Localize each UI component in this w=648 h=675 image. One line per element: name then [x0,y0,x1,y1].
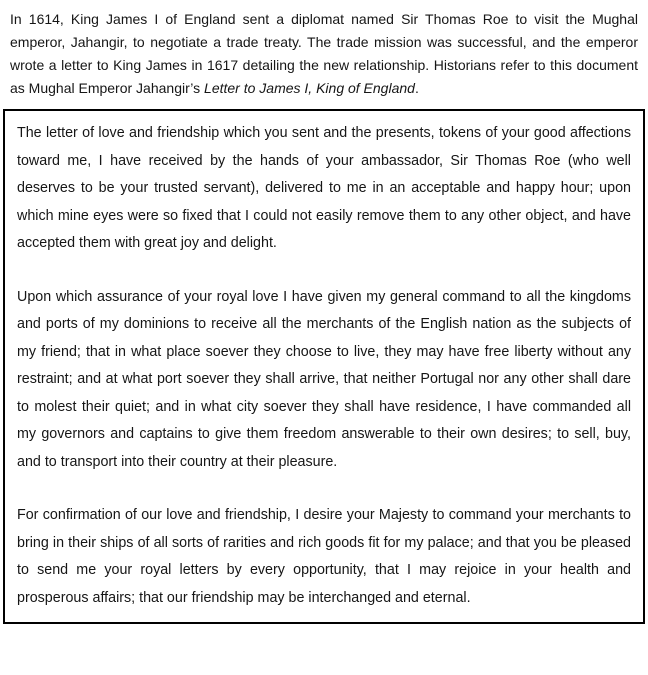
letter-paragraph-3: For confirmation of our love and friendship, I desire your Majesty to command your merchants to bring in their ships of all sorts of rarities and rich goods fit for my palace; and that you be pleased to send me your royal letters by every opportunity, that I may rejoice in your health and prosperous affairs; that our friendship may be interchanged and eternal. [17,507,631,606]
document-title-italic: Letter to James I, King of England [204,80,415,96]
letter-paragraph-2: Upon which assurance of your royal love I have given my general command to all the kingdoms and ports of my dominions to receive all the merchants of the English nation as the subjects of my friend; that in what place soever they choose to live, they may have free liberty without any restraint; and at what port soever they shall arrive, that neither Portugal nor any other shall dare to molest their quiet; and in what city soever they shall have residence, I have commanded all my governors and captains to give them freedom answerable to their own desires; to sell, buy, and to transport into their country at their pleasure. [17,288,631,470]
letter-paragraph-1: The letter of love and friendship which you sent and the presents, tokens of your good affections toward me, I have received by the hands of your ambassador, Sir Thomas Roe (who well deserves to be your trusted servant), delivered to me in an acceptable and happy hour; upon which mine eyes were so fixed that I could not easily remove them to any other object, and have accepted them with great joy and delight. [17,125,631,251]
intro-closing-period: . [414,80,419,96]
intro-text: In 1614, King James I of England sent a diplomat named Sir Thomas Roe to visit the Mughal emperor, Jahangir, to negotiate a trade treaty. The trade mission was successful, and the emperor wrote a letter to King James in 1617 detailing the new relationship. Historians refer to this document as Mughal Emperor Jahangir’s [10,11,638,96]
intro-paragraph [10,8,638,100]
letter-box [3,109,645,624]
